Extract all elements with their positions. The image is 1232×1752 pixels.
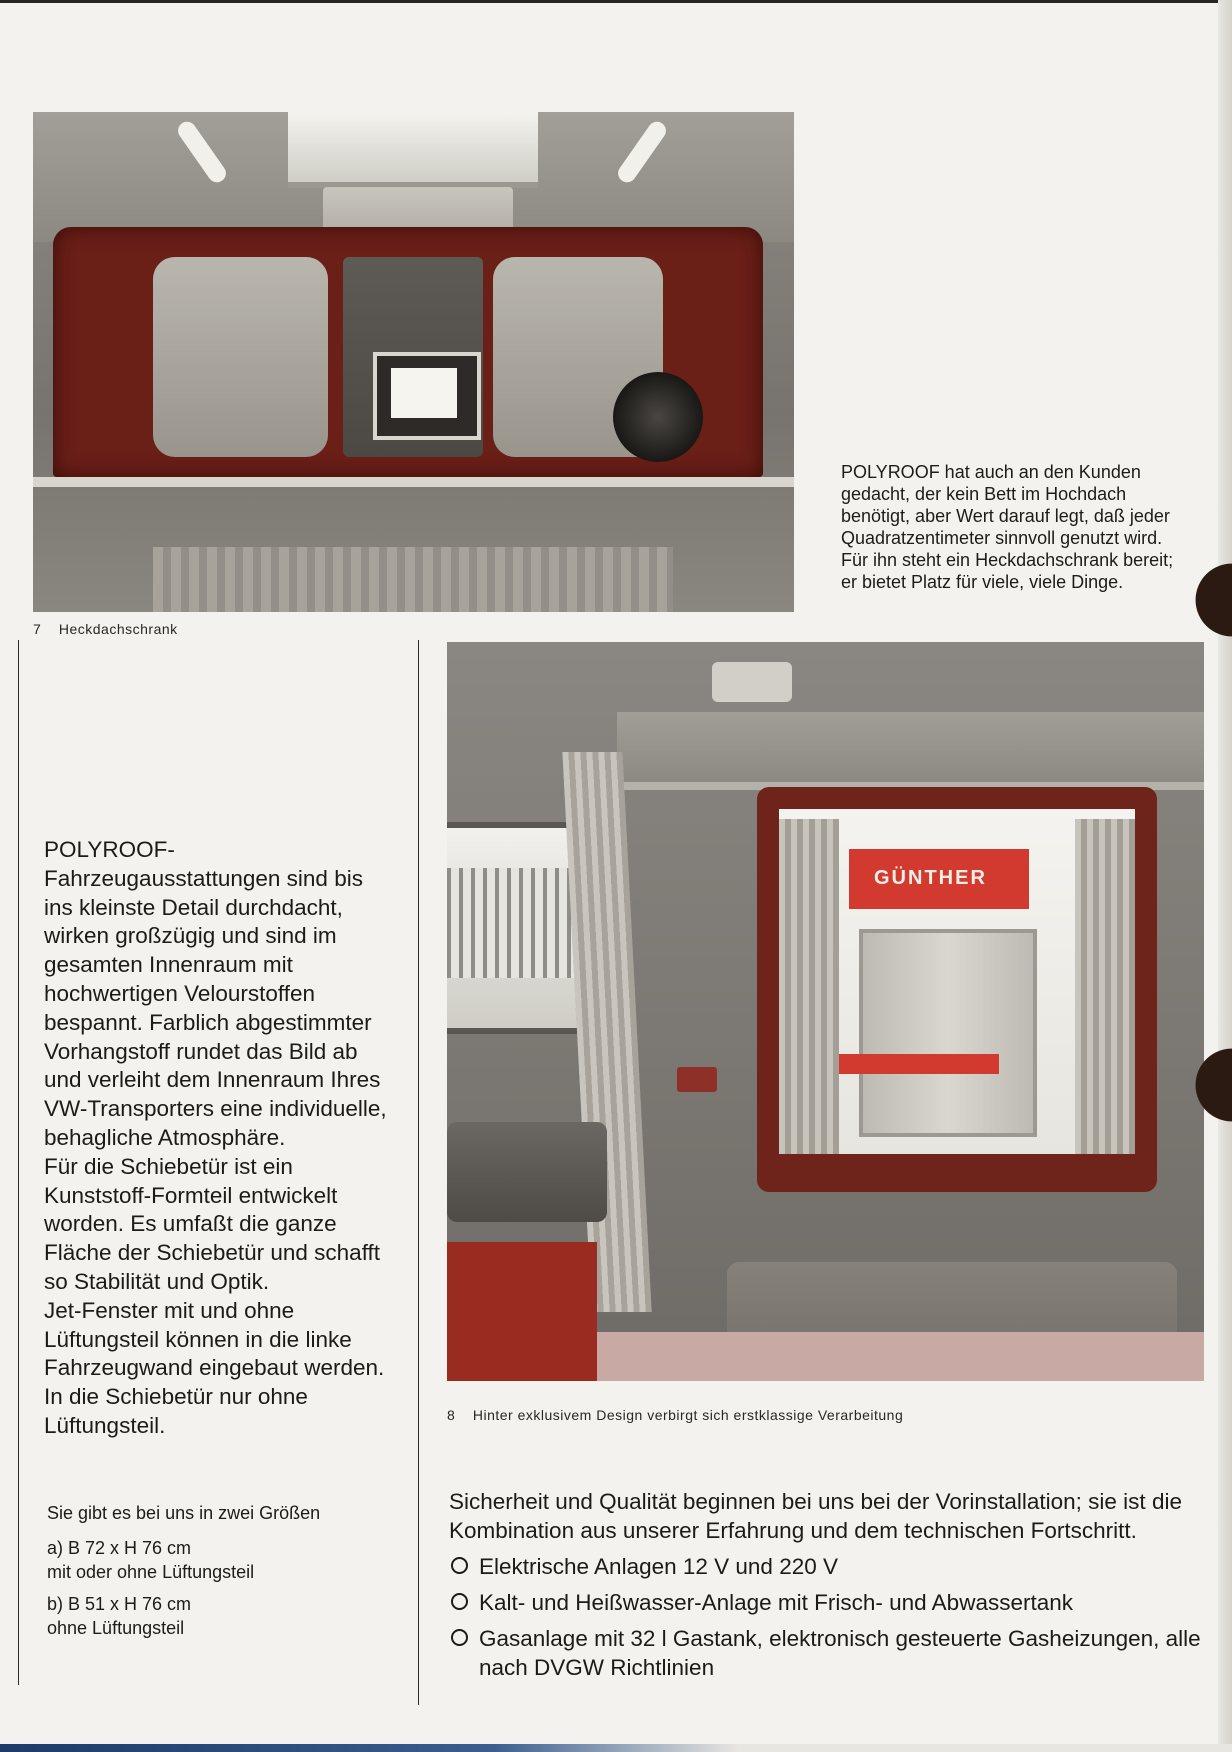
body-paragraph-2: Für die Schiebetür ist ein Kunststoff-Formteil entwickelt worden. Es umfaßt die ganze Fläche der Schiebetür und schafft so Stabilität und Optik. [44,1153,381,1294]
figure-8-number: 8 [447,1407,456,1423]
roof-cabinet-text: POLYROOF hat auch an den Kunden gedacht, der kein Bett im Hochdach benötigt, aber Wert darauf legt, daß jeder Quadratzentimeter sinnvoll genutzt wird. Für ihn steht ein Heckdachschrank bereit; er bietet Platz für viele, viele Dinge. [841,462,1174,592]
photo-reading-lamp [712,662,792,702]
photo-speaker [613,372,703,462]
size-option-b [47,1592,367,1640]
window-sizes [47,1503,367,1648]
photo-window-curtain-right [1075,819,1135,1154]
page-top-edge [0,0,1232,3]
main-body-text [44,836,389,1441]
figure-7-number: 7 [33,621,42,637]
quality-section [449,1488,1219,1689]
photo-window-curtain-left [779,819,839,1154]
photo-side-window [447,822,583,1034]
binder-clip-top [1187,560,1232,640]
photo-cabinet-door-left [153,257,328,457]
quality-item: Kalt- und Heißwasser-Anlage mit Frisch- und Abwassertank [449,1588,1219,1617]
size-option-a [47,1536,367,1584]
page-bottom-edge [0,1744,1232,1752]
column-rule-left [18,640,19,1685]
page-right-edge [1218,0,1232,1752]
circle-bullet-icon [451,1557,468,1574]
photo-skylight [288,112,538,188]
photo-interior-window [447,642,1204,1381]
photo-floor [597,1332,1204,1381]
photo-seat-base [447,1242,597,1381]
figure-7-caption [33,621,178,637]
photo-seat [447,1122,607,1222]
photo-handle [677,1067,717,1092]
figure-7-caption-text: Heckdachschrank [58,621,178,637]
quality-list [449,1552,1219,1682]
photo-building-doors [859,929,1037,1137]
figure-8-caption-text: Hinter exklusivem Design verbirgt sich erstklassige Verarbeitung [472,1407,904,1423]
photo-sign-text: GÜNTHER [874,867,987,889]
figure-8-caption [447,1407,903,1423]
sizes-intro: Sie gibt es bei uns in zwei Größen [47,1503,321,1523]
photo-roof-cabinet [33,112,794,612]
photo-shelf [33,477,794,487]
photo-tv [373,352,481,440]
body-paragraph-1: POLYROOF-Fahrzeugausstattungen sind bis ins kleinste Detail durchdacht, wirken großzügig und sind im gesamten Innenraum mit hochwertigen Velourstoffen bespannt. Farblich abgestimmter Vorhangstoff rundet das Bild ab und verleiht dem Innenraum Ihres VW-Transporters eine individuelle, behagliche Atmosphäre. [44,837,387,1150]
quality-lead: Sicherheit und Qualität beginnen bei uns bei der Vorinstallation; sie ist die Kombination aus unserer Erfahrung und dem technischen Fortschritt. [449,1489,1182,1543]
circle-bullet-icon [451,1593,468,1610]
size-a-dimensions: a) B 72 x H 76 cm [47,1538,192,1558]
body-paragraph-3: Jet-Fenster mit und ohne Lüftungsteil können in die linke Fahrzeugwand eingebaut werden. In die Schiebetür nur ohne Lüftungsteil. [44,1297,385,1438]
photo-window [779,809,1135,1154]
circle-bullet-icon [451,1629,468,1646]
photo-cabinet [53,227,763,477]
size-b-dimensions: b) B 51 x H 76 cm [47,1594,192,1614]
column-rule-middle [418,640,419,1705]
quality-item: Gasanlage mit 32 l Gastank, elektronisch gesteuerte Gasheizungen, alle nach DVGW Richtlinien [449,1624,1219,1682]
size-a-note: mit oder ohne Lüftungsteil [47,1562,255,1582]
binder-clip-bottom [1187,1045,1232,1125]
photo-window-frame [757,787,1157,1192]
size-b-note: ohne Lüftungsteil [47,1618,185,1638]
photo-curtain [153,547,673,612]
photo-sign [849,849,1029,909]
photo-roof-shelf [617,712,1204,790]
quality-item: Elektrische Anlagen 12 V und 220 V [449,1552,1219,1581]
